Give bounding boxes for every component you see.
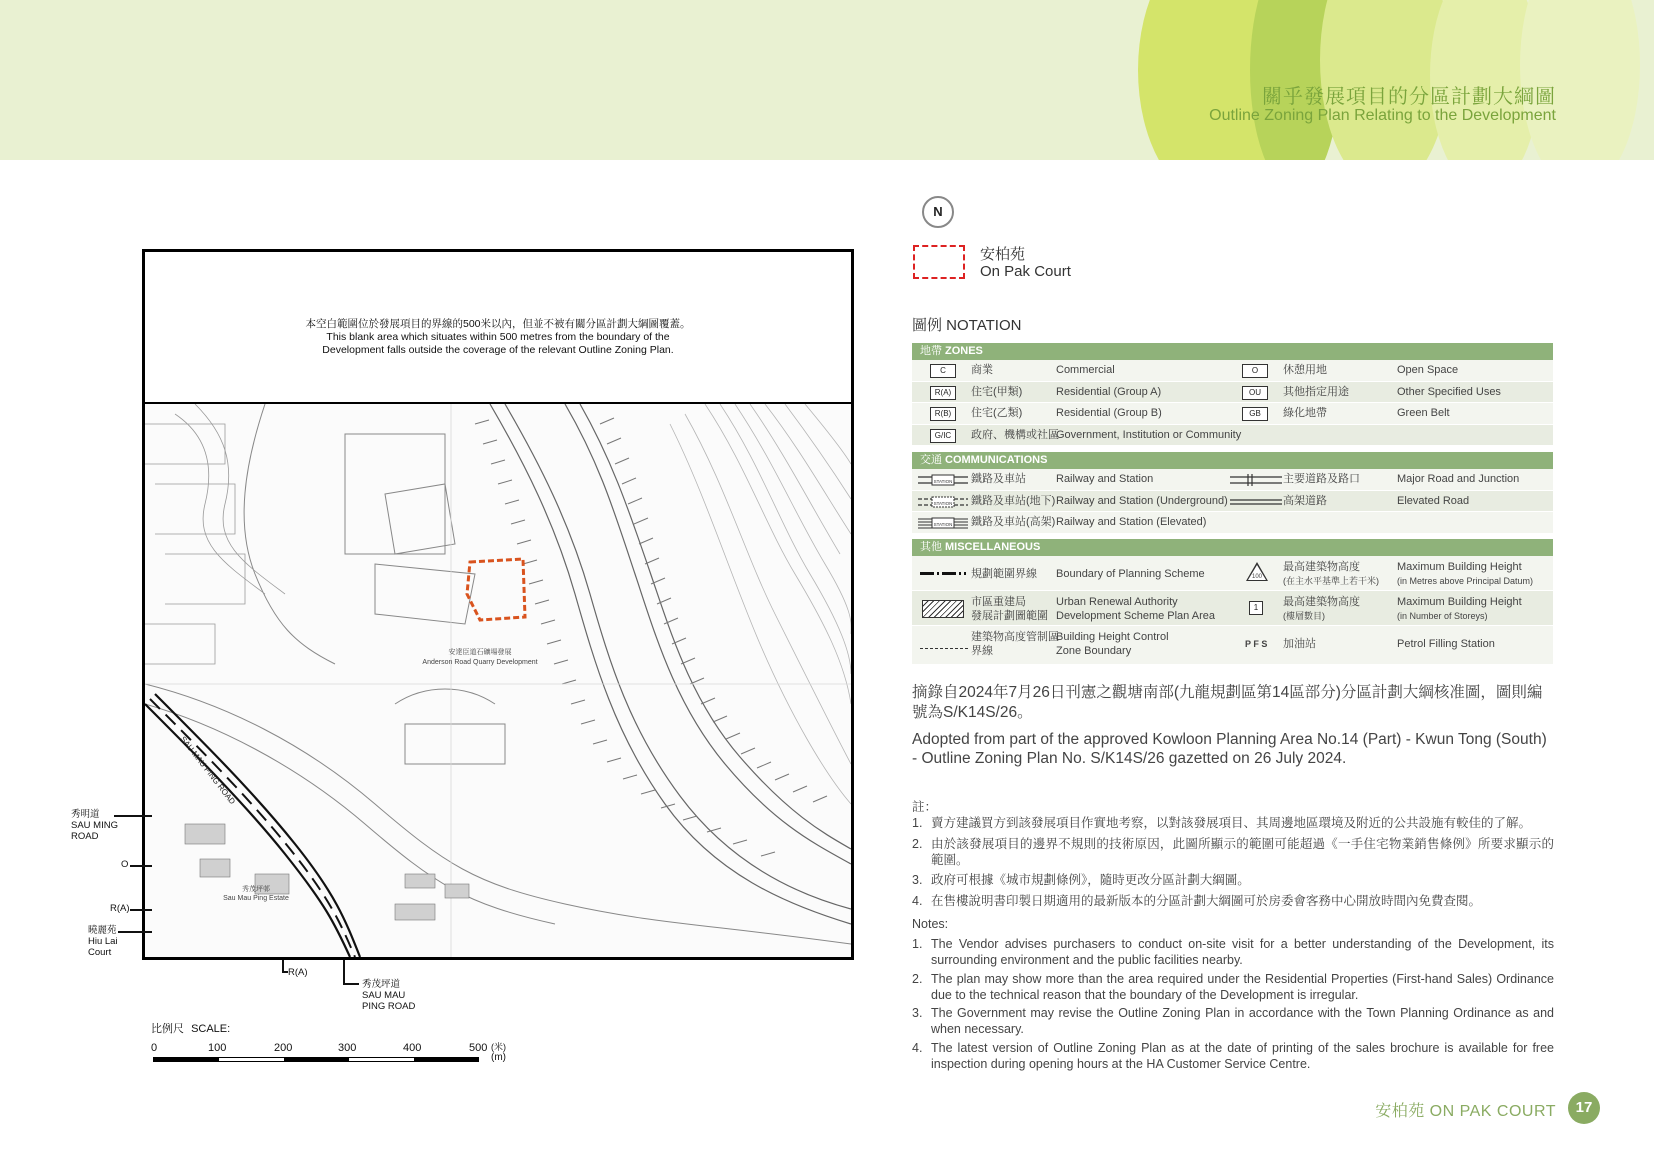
callout-text: 秀明道 [71,809,100,820]
note-en [912,936,1554,968]
comm-zh: 鐵路及車站 [971,473,1026,485]
zone-en: Green Belt [1397,407,1450,419]
note-number: 3. [912,873,923,887]
communications-table [912,452,1553,534]
callout-text: SAU MING [71,820,118,831]
callout-text: ROAD [71,831,99,842]
misc-row [912,556,1553,591]
comm-header-zh: 交通 [920,454,942,466]
estate-label-zh: 秀茂坪邨 [242,886,270,893]
zone-row [912,425,1553,447]
zone-en: Residential (Group B) [1056,407,1162,419]
misc-zh [971,630,1059,658]
comm-row [912,512,1553,534]
misc-zh-line: 發展計劃圖範圍 [971,610,1048,622]
zone-code: OU [1242,386,1268,400]
zone-zh: 其他指定用途 [1283,385,1349,398]
misc-en: Petrol Filling Station [1397,638,1495,650]
storeys-icon: 1 [1249,601,1263,615]
note-text: The Vendor advises purchasers to conduct on-site visit for a better understanding of the Development, its surrounding environment and the public facilities nearby. [931,937,1554,967]
misc-zh [971,595,1048,623]
estate-label-en: Sau Mau Ping Estate [223,895,289,902]
misc-zh [1283,595,1360,623]
callout-text: Court [88,947,112,958]
comm-header-en: COMMUNICATIONS [945,454,1048,466]
misc-zh-line: (樓層數目) [1283,611,1325,621]
zone-en: Other Specified Uses [1397,385,1501,398]
zone-zh: 休憩用地 [1283,364,1327,376]
note-number: 2. [912,837,923,851]
zone-zh: 政府、機構或社區 [971,428,1059,441]
comm-row [912,491,1553,513]
zone-row [912,360,1553,382]
zones-header [912,343,1553,360]
railway-station-icon [918,474,968,486]
callout-leader [343,960,345,984]
comm-zh: 高架道路 [1283,494,1327,507]
communications-header [912,452,1553,469]
note-zh [912,893,1554,909]
site-label-en: Anderson Road Quarry Development [422,659,538,666]
callout-text: SAU MAU [362,990,406,1001]
note-text: 在售樓說明書印製日期適用的最新版本的分區計劃大綱圖可於房委會客務中心開放時間內免費查閱。 [931,894,1482,908]
callout-leader [118,931,152,933]
note-number: 1. [912,816,923,830]
blank-area-note [145,318,851,357]
blank-note-zh: 本空白範圍位於發展項目的界線的500米以內，但並不被有關分區計劃大綱圖覆蓋。 [305,318,691,330]
comm-zh: 鐵路及車站(高架) [971,516,1056,528]
misc-en-line: Maximum Building Height [1397,596,1522,608]
scale-label [151,1020,230,1036]
callout-sau-ming-road [71,809,118,842]
misc-en [1056,595,1215,623]
misc-zh-line: 市區重建局 [971,596,1026,608]
misc-header [912,539,1553,556]
site-boundary-swatch [913,245,965,279]
zone-zh: 商業 [971,364,993,376]
misc-en: Boundary of Planning Scheme [1056,568,1205,580]
zone-row [912,382,1553,404]
note-text: The Government may revise the Outline Zoning Plan in accordance with the Town Planning Ordinance as and when necessary. [931,1006,1554,1036]
callout-leader [343,983,359,985]
note-zh [912,836,1554,868]
callout-leader [114,815,152,817]
page-title-zh: 關乎發展項目的分區計劃大綱圖 [1262,86,1556,108]
misc-row [912,591,1553,626]
zone-code: R(B) [930,407,956,421]
note-text: The plan may show more than the area required under the Residential Properties (First-hand Sales) Ordinance due to the technical reason that the boundary of the Development is irregular. [931,972,1554,1002]
comm-en: Elevated Road [1397,494,1470,507]
misc-en [1397,560,1533,588]
building-height-icon-value: 100 [1251,574,1262,580]
north-arrow-icon: N [922,196,954,228]
misc-en-line: (in Number of Storeys) [1397,611,1488,621]
pfs-code: P F S [1245,639,1268,649]
scale-bar [153,1057,479,1062]
note-text: The latest version of Outline Zoning Plan as at the date of printing of the sales brochure is available for free inspection during opening hours at the HA Customer Service Centre. [931,1041,1554,1071]
callout-sau-mau-ping-road [362,979,415,1012]
zones-table [912,343,1553,446]
scale-unit-en: (m) [491,1052,506,1063]
zone-zh: 住宅(乙類) [971,407,1023,419]
blank-note-en-1: This blank area which situates within 500 metres from the boundary of the [326,331,670,343]
railway-underground-icon [918,496,968,508]
callout-ra-2: R(A) [288,967,308,978]
misc-en [1397,595,1522,623]
legend-site-en: On Pak Court [980,263,1071,280]
notation-title: 圖例 NOTATION [912,317,1022,334]
misc-zh: 規劃範圍界線 [971,568,1037,580]
note-zh [912,872,1554,888]
callout-text: Hiu Lai [88,936,118,947]
scale-tick: 400 [403,1042,422,1054]
page-header [0,0,1654,160]
railway-elevated-icon [918,517,968,529]
page-title-en: Outline Zoning Plan Relating to the Development [1209,107,1556,124]
note-number: 1. [912,937,923,951]
adopted-statement-en: Adopted from part of the approved Kowloon Planning Area No.14 (Part) - Kwun Tong (South) - Outline Zoning Plan No. S/K14S/26 gazetted on 26 July 2024. [912,731,1547,767]
notes-zh-head: 註： [912,800,938,814]
scale-segment [414,1058,478,1061]
comm-en: Railway and Station [1056,473,1154,485]
comm-row [912,469,1553,491]
misc-zh [1283,560,1379,588]
height-control-boundary-icon [920,648,968,649]
scale-label-en: SCALE: [191,1023,231,1035]
note-number: 2. [912,972,923,986]
scale-tick: 200 [274,1042,293,1054]
adopted-statement-zh: 摘錄自2024年7月26日刊憲之觀塘南部(九龍規劃區第14區部分)分區計劃大綱核准圖，圖則編號為S/K14S/26。 [912,684,1543,721]
note-en [912,1040,1554,1072]
note-text: 政府可根據《城市規劃條例》，隨時更改分區計劃大綱圖。 [931,873,1250,887]
misc-header-zh: 其他 [920,541,942,553]
misc-zh: 加油站 [1283,638,1316,650]
notes-en-head: Notes: [912,917,949,931]
scale-segment [284,1058,349,1061]
callout-leader [130,865,152,867]
map-road-label: SAU MAU PING ROAD [178,734,237,807]
zone-en: Government, Institution or Community [1056,428,1242,441]
scale-label-zh: 比例尺 [151,1023,184,1035]
misc-header-en: MISCELLANEOUS [945,541,1041,553]
station-word: STATION [933,522,953,527]
comm-zh: 鐵路及車站(地下) [971,494,1056,507]
zone-en: Open Space [1397,364,1459,376]
scale-segment [154,1058,219,1061]
comm-en: Major Road and Junction [1397,473,1520,485]
comm-en: Railway and Station (Underground) [1056,494,1228,507]
callout-text: 秀茂坪道 [362,979,401,990]
misc-en-line: Zone Boundary [1056,645,1132,657]
callout-text: PING ROAD [362,1001,416,1012]
major-road-icon [1230,474,1282,486]
station-word: STATION [933,479,953,484]
legend-site-zh: 安柏苑 [980,246,1026,263]
zone-code: G/IC [930,429,956,443]
zone-row [912,403,1553,425]
scale-tick: 0 [151,1042,158,1054]
blank-area [145,252,851,404]
zones-header-en: ZONES [945,345,983,357]
note-zh [912,815,1554,831]
station-word: STATION [933,500,953,506]
boundary-line-icon [920,572,966,575]
misc-zh-line: 最高建築物高度 [1283,596,1360,608]
zone-code: O [1242,364,1268,378]
page-number: 17 [1568,1092,1600,1124]
callout-leader [130,909,152,911]
note-en [912,971,1554,1003]
misc-en-line: (in Metres above Principal Datum) [1397,576,1534,586]
map-drawing [145,404,851,957]
elevated-road-icon [1230,496,1282,508]
comm-zh: 主要道路及路口 [1283,473,1360,485]
zone-en: Residential (Group A) [1056,385,1162,398]
footer-development-name: 安柏苑 ON PAK COURT [1375,1103,1556,1120]
misc-en-line: Development Scheme Plan Area [1056,610,1215,622]
blank-note-en-2: Development falls outside the coverage of the relevant Outline Zoning Plan. [322,344,674,356]
misc-en-line: Urban Renewal Authority [1056,596,1178,608]
callout-text: 曉麗苑 [88,925,117,936]
callout-o: O [121,859,129,870]
scale-tick: 100 [208,1042,227,1054]
scale-tick: 500 [469,1042,488,1054]
callout-ra-1: R(A) [110,903,130,914]
note-en [912,1005,1554,1037]
misc-zh-line: 建築物高度管制區 [971,631,1059,643]
zoning-map [142,249,854,960]
misc-en [1056,630,1169,658]
site-label [405,648,555,668]
scale-unit-zh: (米) [491,1042,506,1052]
comm-en: Railway and Station (Elevated) [1056,516,1207,528]
misc-row [912,626,1553,665]
misc-zh-line: 最高建築物高度 [1283,561,1360,573]
note-text: 由於該發展項目的邊界不規則的技術原因，此圖所顯示的範圍可能超過《一手住宅物業銷售條例》所要求顯示的範圍。 [931,837,1554,867]
zone-zh: 住宅(甲類) [971,385,1023,398]
note-text: 賣方建議買方到該發展項目作實地考察，以對該發展項目、其周邊地區環境及附近的公共設施有較佳的了解。 [931,816,1532,830]
misc-en-line: Building Height Control [1056,631,1169,643]
note-number: 4. [912,1041,923,1055]
misc-zh-line: (在主水平基準上若干米) [1283,576,1379,586]
ura-hatch-icon [922,600,964,618]
scale-tick: 300 [338,1042,357,1054]
estate-label [221,885,291,903]
zone-zh: 綠化地帶 [1283,407,1327,419]
zone-en: Commercial [1056,364,1115,376]
zone-code: C [930,364,956,378]
misc-zh-line: 界線 [971,645,993,657]
zone-code: R(A) [930,386,956,400]
miscellaneous-table [912,539,1553,665]
note-number: 3. [912,1006,923,1020]
misc-en-line: Maximum Building Height [1397,561,1522,573]
zones-header-zh: 地帶 [920,345,942,357]
note-number: 4. [912,894,923,908]
site-label-zh: 安達臣道石礦場發展 [448,649,512,656]
callout-hiu-lai-court [88,925,118,958]
zone-code: GB [1242,407,1268,421]
